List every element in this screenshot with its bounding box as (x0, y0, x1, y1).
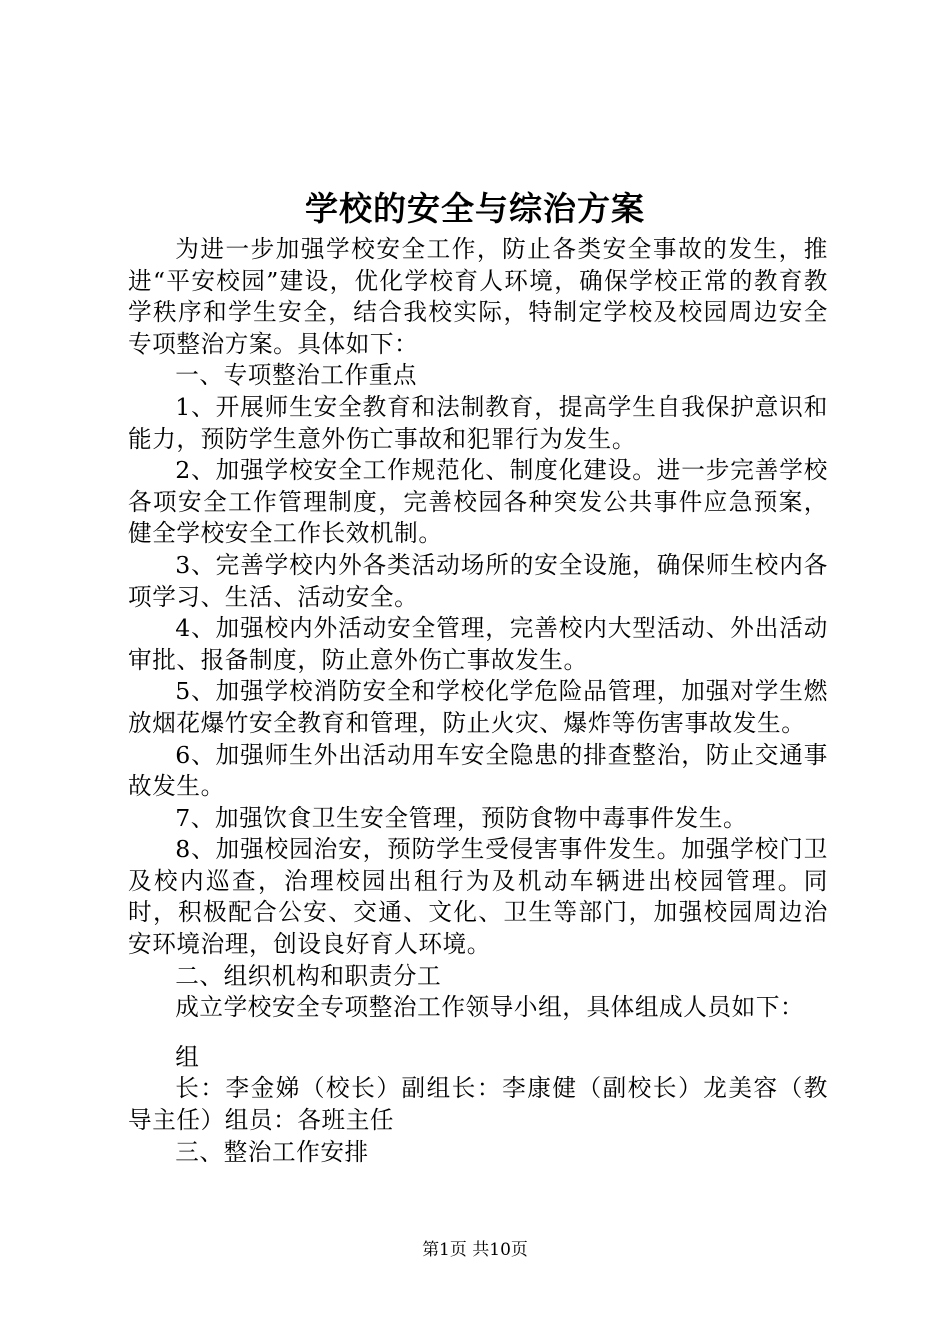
list-item-8: 8、加强校园治安，预防学生受侵害事件发生。加强学校门卫及校内巡查，治理校园出租行为及机动车辆进出校园管理。同时，积极配合公安、交通、文化、卫生等部门，加强校园周边治安环境治理，创设良好育人环境。 (128, 835, 828, 959)
list-item-1: 1、开展师生安全教育和法制教育，提高学生自我保护意识和能力，预防学生意外伤亡事故和犯罪行为发生。 (128, 392, 828, 453)
section-heading-1: 一、专项整治工作重点 (175, 361, 418, 390)
list-item-2: 2、加强学校安全工作规范化、制度化建设。进一步完善学校各项安全工作管理制度，完善校园各种突发公共事件应急预案，健全学校安全工作长效机制。 (128, 456, 828, 548)
list-item-3: 3、完善学校内外各类活动场所的安全设施，确保师生校内各项学习、生活、活动安全。 (128, 550, 828, 611)
list-item-6: 6、加强师生外出活动用车安全隐患的排查整治，防止交通事故发生。 (128, 740, 828, 801)
group-members-paragraph: 长：李金娣（校长）副组长：李康健（副校长）龙美容（教导主任）组员：各班主任 (128, 1074, 828, 1135)
list-item-7: 7、加强饮食卫生安全管理，预防食物中毒事件发生。 (175, 803, 748, 832)
document-title: 学校的安全与综治方案 (305, 189, 645, 228)
section-heading-3: 三、整治工作安排 (175, 1137, 369, 1166)
list-item-4: 4、加强校内外活动安全管理，完善校内大型活动、外出活动审批、报备制度，防止意外伤亡事故发生。 (128, 614, 828, 674)
group-intro-paragraph: 成立学校安全专项整治工作领导小组，具体组成人员如下： (175, 993, 805, 1022)
document-body (128, 234, 828, 1168)
page-footer: 第1页 共10页 (422, 1240, 528, 1260)
group-label: 组 (175, 1042, 200, 1071)
list-item-5: 5、加强学校消防安全和学校化学危险品管理，加强对学生燃放烟花爆竹安全教育和管理，防止火灾、爆炸等伤害事故发生。 (128, 677, 828, 737)
intro-paragraph: 为进一步加强学校安全工作，防止各类安全事故的发生，推进“平安校园”建设，优化学校育人环境，确保学校正常的教育教学秩序和学生安全，结合我校实际，特制定学校及校园周边安全专项整治方案。具体如下： (128, 235, 828, 358)
section-heading-2: 二、组织机构和职责分工 (175, 961, 442, 990)
